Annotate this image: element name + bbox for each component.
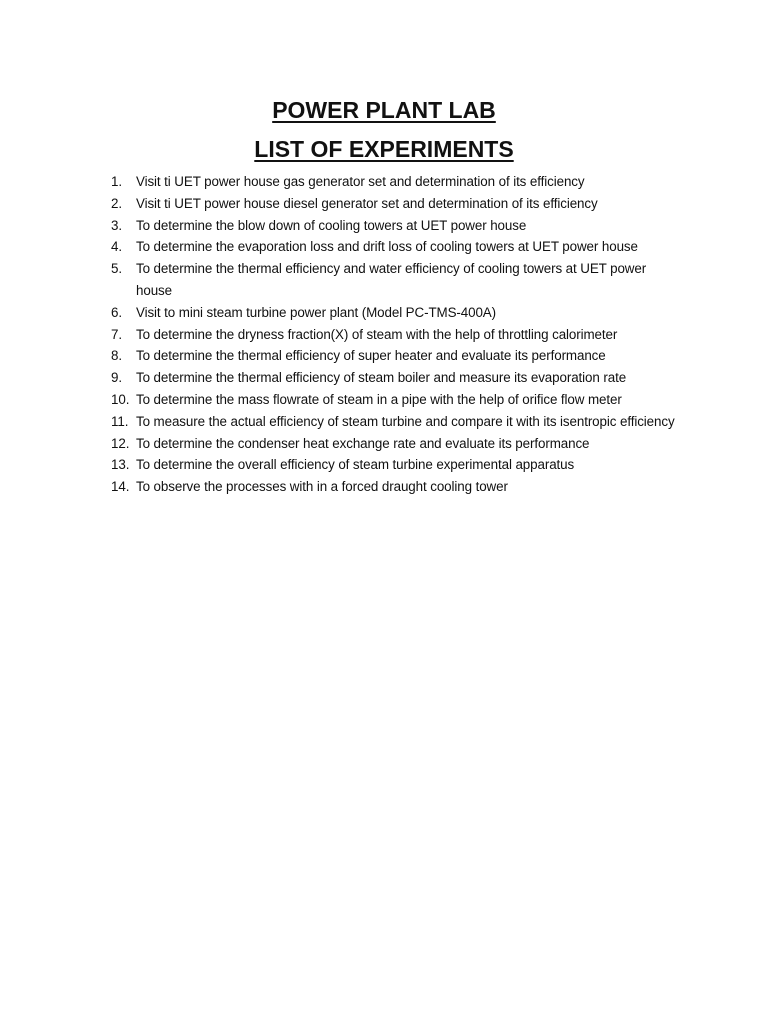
item-number: 5. bbox=[111, 261, 122, 277]
document-subtitle: LIST OF EXPERIMENTS bbox=[254, 136, 514, 162]
list-item bbox=[0, 258, 676, 302]
list-item bbox=[0, 215, 676, 237]
list-item bbox=[0, 454, 676, 476]
item-text: Visit to mini steam turbine power plant (Model PC-TMS-400A) bbox=[136, 304, 497, 320]
item-number: 2. bbox=[111, 195, 122, 211]
list-item bbox=[0, 302, 676, 324]
item-number: 13. bbox=[111, 457, 130, 473]
item-text: To determine the thermal efficiency of steam boiler and measure its evaporation rate bbox=[136, 370, 627, 386]
list-item bbox=[0, 411, 676, 433]
item-number: 11. bbox=[111, 413, 129, 429]
list-item bbox=[0, 433, 676, 455]
item-text: To determine the overall efficiency of steam turbine experimental apparatus bbox=[136, 457, 575, 473]
item-text: To determine the thermal efficiency and water efficiency of cooling towers at UET power house bbox=[136, 261, 647, 298]
item-text: Visit ti UET power house gas generator set and determination of its efficiency bbox=[136, 174, 585, 189]
list-item bbox=[0, 345, 676, 367]
item-text: To determine the mass flowrate of steam in a pipe with the help of orifice flow meter bbox=[136, 391, 622, 407]
list-item bbox=[0, 324, 676, 346]
item-text: To determine the blow down of cooling towers at UET power house bbox=[136, 217, 527, 233]
item-number: 9. bbox=[111, 370, 122, 386]
item-number: 14. bbox=[111, 479, 130, 495]
item-number: 7. bbox=[111, 326, 122, 342]
item-text: To determine the evaporation loss and drift loss of cooling towers at UET power house bbox=[136, 239, 638, 255]
item-number: 6. bbox=[111, 304, 122, 320]
item-number: 1. bbox=[111, 174, 122, 189]
item-number: 4. bbox=[111, 239, 122, 255]
document-title: POWER PLANT LAB bbox=[272, 97, 496, 123]
item-text: To determine the thermal efficiency of super heater and evaluate its performance bbox=[136, 348, 606, 364]
experiment-list bbox=[0, 171, 768, 498]
item-number: 12. bbox=[111, 435, 130, 451]
item-text: To observe the processes with in a forced draught cooling tower bbox=[136, 479, 508, 495]
item-text: Visit ti UET power house diesel generator set and determination of its efficiency bbox=[136, 195, 598, 211]
item-number: 3. bbox=[111, 217, 122, 233]
item-text: To measure the actual efficiency of steam turbine and compare it with its isentropic efficiency bbox=[136, 413, 675, 429]
item-number: 10. bbox=[111, 391, 130, 407]
list-item bbox=[0, 193, 676, 215]
list-item bbox=[0, 171, 676, 193]
list-item bbox=[0, 476, 676, 498]
item-text: To determine the dryness fraction(X) of steam with the help of throttling calorimeter bbox=[136, 326, 618, 342]
list-item bbox=[0, 236, 676, 258]
list-item bbox=[0, 367, 676, 389]
list-item bbox=[0, 389, 676, 411]
item-number: 8. bbox=[111, 348, 122, 364]
item-text: To determine the condenser heat exchange rate and evaluate its performance bbox=[136, 435, 590, 451]
